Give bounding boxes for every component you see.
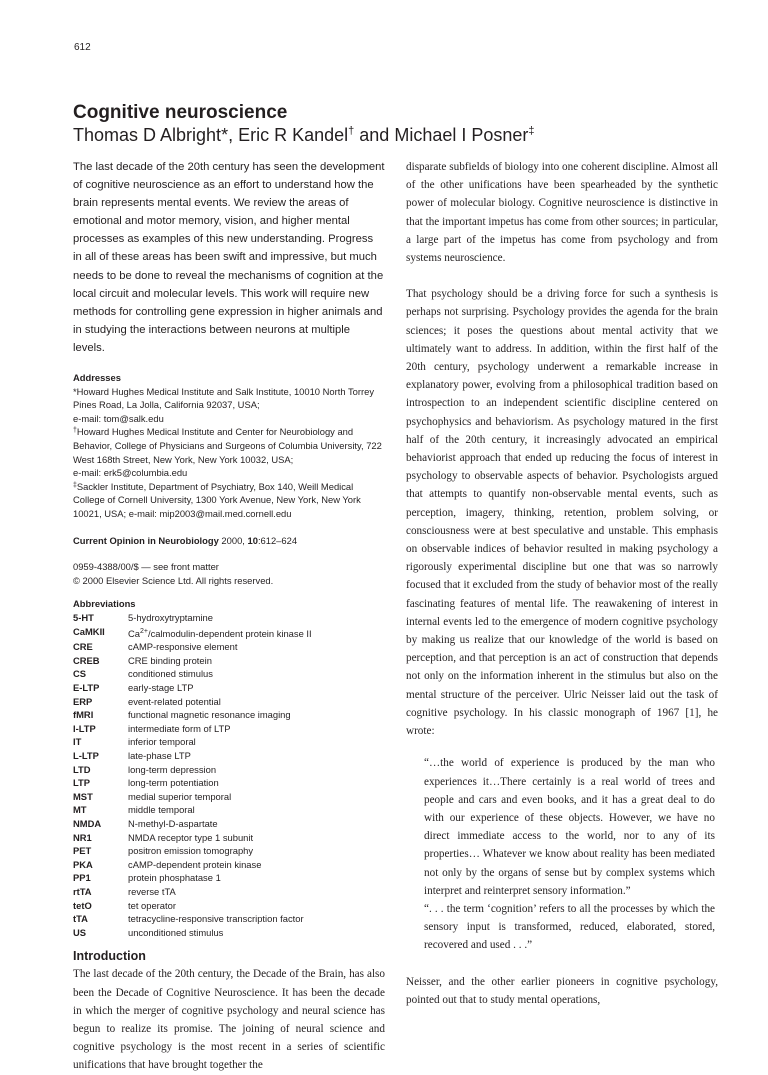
- body-paragraph: Neisser, and the other earlier pioneers in cognitive psychology, pointed out that to study mental operations,: [406, 975, 718, 1006]
- abbreviations-table: [73, 611, 312, 939]
- abbreviation-term: PP1: [73, 872, 91, 884]
- abbreviation-row: [73, 625, 312, 641]
- abbreviation-row: [73, 749, 312, 763]
- right-column: [406, 158, 718, 1009]
- abbreviation-row: [73, 640, 312, 654]
- abbreviation-term: rtTA: [73, 885, 92, 897]
- abbreviation-row: [73, 871, 312, 885]
- author-name: Michael I Posner: [394, 125, 529, 145]
- abbreviation-term: CRE: [73, 641, 93, 653]
- abbreviation-definition: unconditioned stimulus: [128, 926, 224, 938]
- copyright-block: [73, 560, 385, 587]
- abbreviation-definition: protein phosphatase 1: [128, 872, 221, 884]
- abbreviation-definition: intermediate form of LTP: [128, 722, 231, 734]
- abbreviation-term: LTD: [73, 763, 91, 775]
- author-mark: †: [348, 125, 355, 137]
- abbreviation-term: L-LTP: [73, 750, 99, 761]
- journal-name: Current Opinion in Neurobiology: [73, 534, 219, 546]
- abbreviation-row: [73, 817, 312, 831]
- quote-paragraph: “…the world of experience is produced by the man who experiences it…There certainly is a real world of trees and people and cars and even books, and it has a great deal to do with our experience of these objects. However, we have no direct immediate access to the world, nor to any of its properties… Whatever we know about reality has been mediated not only by the organs of sense but by complex systems which interpret and reinterpret sensory information.”: [424, 757, 715, 897]
- abbreviation-definition: event-related potential: [128, 695, 221, 707]
- abbreviation-row: [73, 708, 312, 722]
- abbreviation-term: US: [73, 926, 87, 938]
- abbreviation-term: CaMKII: [73, 625, 105, 637]
- address-text: Howard Hughes Medical Institute and Salk Institute, 10010 North Torrey Pines Road, La Jolla, California 92037, USA;: [73, 385, 375, 411]
- definition-prefix: Ca: [128, 627, 140, 639]
- abbreviation-definition: early-stage LTP: [128, 682, 194, 694]
- citation-volume: 10: [247, 534, 258, 546]
- abbreviation-row: [73, 926, 312, 940]
- abbreviation-row: [73, 803, 312, 817]
- abbreviation-row: [73, 654, 312, 668]
- footnote-mark: ‡: [73, 481, 77, 489]
- addresses-heading: Addresses: [73, 372, 121, 384]
- abbreviation-term: LTP: [73, 777, 91, 789]
- quote-paragraph: “. . . the term ‘cognition’ refers to all the processes by which the sensory input is transformed, reduced, elaborated, stored, recovered and used . . .”: [424, 902, 715, 952]
- definition-text: /calmodulin-dependent protein kinase II: [147, 627, 312, 639]
- abbreviations-heading: Abbreviations: [73, 598, 136, 610]
- abbreviation-term: MT: [73, 804, 87, 816]
- abbreviation-definition: reverse tTA: [128, 885, 176, 897]
- citation-year: 2000,: [218, 534, 248, 546]
- author-mark: ‡: [528, 125, 535, 137]
- copyright-line: © 2000 Elsevier Science Ltd. All rights reserved.: [73, 574, 274, 586]
- abbreviation-row: [73, 790, 312, 804]
- abbreviation-definition: long-term potentiation: [128, 777, 219, 789]
- abbreviation-term: ERP: [73, 695, 93, 707]
- journal-citation: [73, 534, 385, 548]
- issn-line: 0959-4388/00/$ — see front matter: [73, 561, 219, 573]
- abbreviation-term: NMDA: [73, 817, 102, 829]
- section-heading-introduction: Introduction: [73, 949, 146, 964]
- abbreviation-definition: positron emission tomography: [128, 845, 254, 857]
- abbreviation-definition: conditioned stimulus: [128, 668, 213, 680]
- abbreviation-term: MST: [73, 790, 93, 802]
- address-email[interactable]: e-mail: erk5@columbia.edu: [73, 467, 188, 479]
- address-text: Howard Hughes Medical Institute and Center for Neurobiology and Behavior, College of Physicians and Surgeons of Columbia University, 722 West 168th Street, New York, New York 10032, USA;: [73, 426, 382, 465]
- abbreviation-definition: cAMP-dependent protein kinase: [128, 858, 262, 870]
- body-paragraph: The last decade of the 20th century, the Decade of the Brain, has also been the Decade of Cognitive Neuroscience. It has been the decade in which the merger of cognitive psychology and neural science has begun to realize its promise. The joining of neural science and cognitive psychology is the most recent in a series of scientific unifications that have brought together the: [73, 968, 385, 1072]
- abbreviation-definition: tet operator: [128, 899, 176, 911]
- abbreviation-definition: [128, 625, 312, 641]
- abbreviation-row: [73, 776, 312, 790]
- abbreviation-definition: long-term depression: [128, 763, 217, 775]
- abbreviation-row: [73, 681, 312, 695]
- abbreviation-row: [73, 667, 312, 681]
- block-quote: [406, 754, 718, 954]
- definition-superscript: 2+: [139, 627, 148, 635]
- article-header: [73, 102, 713, 146]
- abbreviation-term: tTA: [73, 913, 88, 925]
- author-name: Thomas D Albright: [73, 125, 222, 145]
- abbreviation-definition: functional magnetic resonance imaging: [128, 709, 291, 721]
- addresses-block: [73, 371, 385, 521]
- abbreviation-term: CREB: [73, 654, 100, 666]
- article-title: Cognitive neuroscience: [73, 102, 288, 123]
- address-item: [73, 385, 385, 426]
- abbreviation-definition: middle temporal: [128, 804, 195, 816]
- abbreviation-term: IT: [73, 736, 82, 748]
- abbreviation-row: [73, 722, 312, 736]
- footnote-mark: †: [73, 427, 77, 435]
- abbreviation-row: [73, 611, 312, 625]
- abbreviation-row: [73, 735, 312, 749]
- abbreviation-definition: 5-hydroxytryptamine: [128, 611, 213, 623]
- abbreviations-block: [73, 597, 385, 939]
- page-number: 612: [74, 42, 91, 53]
- abbreviation-term: E-LTP: [73, 682, 100, 694]
- abbreviation-row: [73, 844, 312, 858]
- abbreviation-row: [73, 912, 312, 926]
- abbreviation-term: fMRI: [73, 709, 94, 721]
- citation-pages: :612–624: [257, 534, 298, 546]
- abbreviation-term: PKA: [73, 858, 93, 870]
- abbreviation-term: 5-HT: [73, 611, 94, 623]
- footnote-mark: *: [73, 385, 77, 397]
- abbreviation-definition: inferior temporal: [128, 736, 196, 748]
- body-paragraph: disparate subfields of biology into one coherent discipline. Almost all of the other unifications have been spearheaded by the synthetic power of molecular biology. Cognitive neuroscience is distinctive in that the important impetus has come from other sources; in particular, a large part of the impetus has come from psychology and from systems neuroscience.: [406, 161, 718, 265]
- abbreviation-row: [73, 858, 312, 872]
- body-paragraph: That psychology should be a driving force for such a synthesis is perhaps not surprising. Psychology provides the agenda for the brain sciences; it poses the questions about mental activity that we ultimately want to address. In addition, within the first half of the 20th century, psychology underwent a remarkable increase in explanatory power, evolving from a philosophical tradition based on introspection to an independent scientific discipline centered on psychophysics and behaviorism. As psychology matured in the first half of the 20th century, it increasingly advocated an empirical behaviorist approach that ended up reducing the focus of interest in psychology to observable aspects of behavior. Psychologists argued that attempts to quantify non-observable mental events, such as perception, imagery, thinking, retention, problem solving, or consciousness were at best speculative and unstable. This emphasis on observable indices of behavior resulted in making psychology a rigorously experimental discipline but one that was so narrowly focused that it excluded from the study of behavior most of the really fascinating features of mental life. The reawakening of interest in internal events led to the emergence of modern cognitive psychology by making us realize that our knowledge of the world is based on perception, and that perception is an act of construction that depends not only on the information inherent in the stimulus but also on the mental structure of the perceiver. Ulric Neisser laid out the task of cognitive psychology. In his classic monograph of 1967 [1], he wrote:: [406, 288, 718, 738]
- author-list: [73, 124, 713, 146]
- address-item: [73, 480, 385, 521]
- author-name: Eric R Kandel: [238, 125, 349, 145]
- abbreviation-definition: late-phase LTP: [128, 750, 191, 761]
- left-column: [73, 158, 385, 1075]
- abbreviation-definition: NMDA receptor type 1 subunit: [128, 831, 254, 843]
- abbreviation-row: [73, 885, 312, 899]
- abbreviation-row: [73, 763, 312, 777]
- abbreviation-term: tetO: [73, 899, 92, 911]
- abbreviation-term: NR1: [73, 831, 92, 843]
- abbreviation-row: [73, 831, 312, 845]
- abbreviation-term: I-LTP: [73, 722, 96, 734]
- abbreviation-row: [73, 695, 312, 709]
- address-email[interactable]: e-mail: tom@salk.edu: [73, 412, 164, 424]
- abbreviation-definition: cAMP-responsive element: [128, 641, 238, 653]
- author-separator: ,: [228, 125, 239, 145]
- abbreviation-definition: N-methyl-D-aspartate: [128, 817, 218, 829]
- abbreviation-definition: tetracycline-responsive transcription factor: [128, 913, 304, 925]
- abstract: The last decade of the 20th century has seen the development of cognitive neuroscience as an effort to understand how the brain represents mental events. We review the areas of emotional and motor memory, vision, and higher mental processes as examples of this new understanding. Progress in all of these areas has been swift and impressive, but much needs to be done to reveal the mechanisms of cognition at the local circuit and molecular levels. This work will require new methods for controlling gene expression in higher animals and in studying the interactions between neurons at multiple levels.: [73, 161, 385, 354]
- abbreviation-definition: CRE binding protein: [128, 654, 212, 666]
- abbreviation-row: [73, 899, 312, 913]
- address-item: [73, 425, 385, 479]
- abbreviation-definition: medial superior temporal: [128, 790, 232, 802]
- abbreviation-term: CS: [73, 668, 87, 680]
- abbreviation-term: PET: [73, 845, 92, 857]
- author-separator: and: [354, 125, 395, 145]
- author-mark: *: [221, 125, 229, 145]
- address-text: Sackler Institute, Department of Psychiatry, Box 140, Weill Medical College of Cornell University, 1300 York Avenue, New York, New York 10021, USA; e-mail: mip2003@mail.med.cornell.edu: [73, 480, 361, 519]
